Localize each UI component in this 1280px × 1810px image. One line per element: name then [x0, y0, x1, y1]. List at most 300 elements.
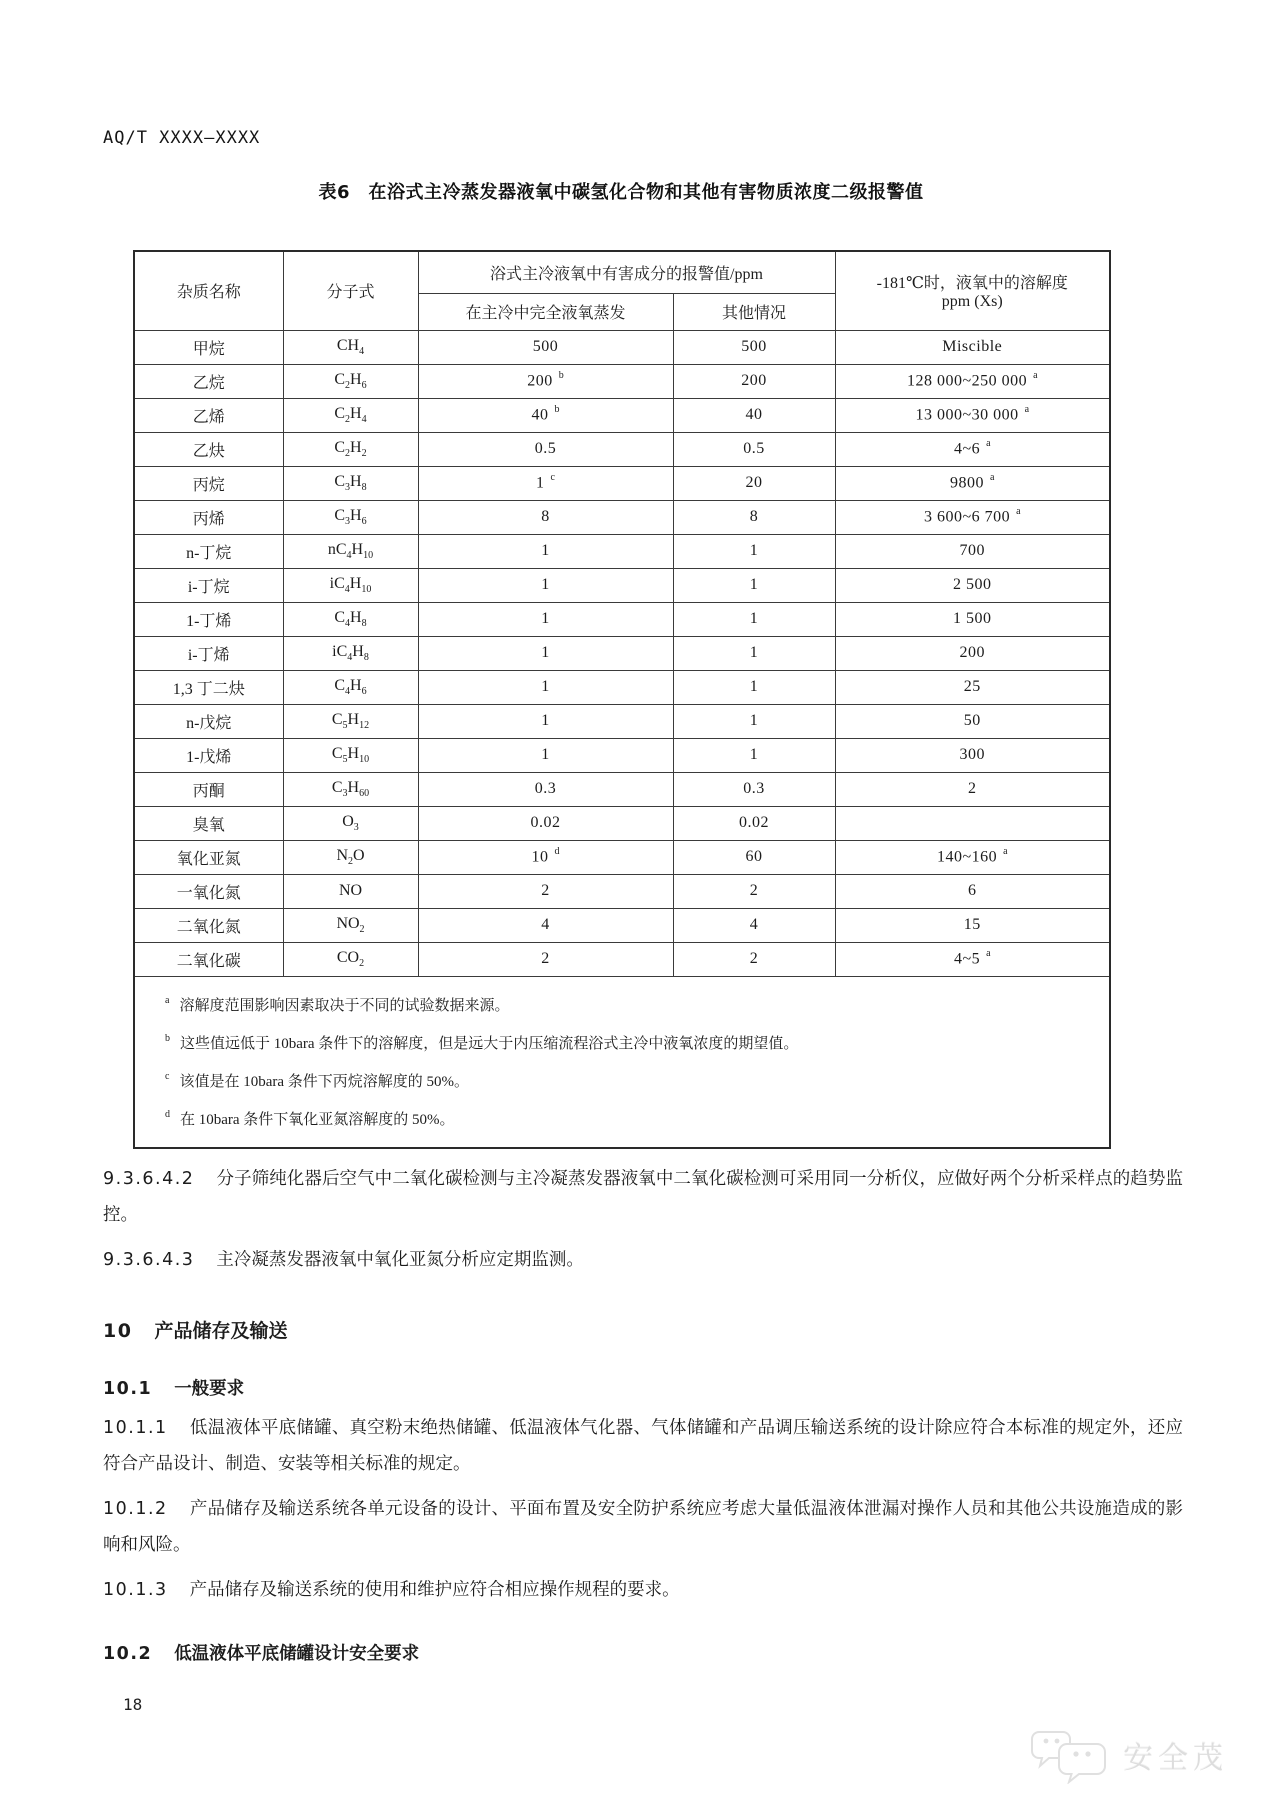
- formula-subscript: 2: [345, 380, 351, 392]
- watermark-text: 安全茂: [1123, 1741, 1228, 1776]
- formula-text: H: [350, 506, 362, 524]
- footnote-marker: a: [1033, 370, 1038, 382]
- formula-subscript: 3: [345, 516, 351, 528]
- col-header-solubility: [835, 251, 1110, 330]
- section-10-1-2: [103, 1491, 1183, 1562]
- alarm-other-value: [673, 432, 835, 466]
- formula-subscript: 10: [361, 584, 372, 596]
- solubility-value: [835, 398, 1110, 432]
- cell-value: 1: [749, 712, 759, 729]
- alarm-other-value: [673, 500, 835, 534]
- doc-code: AQ/T XXXX—XXXX: [103, 128, 261, 148]
- cell-value: 2 500: [953, 576, 992, 593]
- cell-value: 200: [959, 644, 985, 661]
- solubility-value: [835, 908, 1110, 942]
- footnote-text: 该值是在 10bara 条件下丙烷溶解度的 50%。: [179, 1073, 470, 1090]
- alarm-other-value: [673, 704, 835, 738]
- cell-value: 20: [745, 474, 763, 491]
- molecular-formula: [283, 908, 418, 942]
- section-number: 10: [103, 1319, 133, 1342]
- footnote-marker: d: [165, 1108, 170, 1120]
- solubility-value: [835, 704, 1110, 738]
- cell-value: 140~160: [936, 848, 998, 866]
- cell-value: 700: [959, 542, 985, 559]
- cell-value: 300: [959, 746, 985, 763]
- formula-text: CH: [336, 336, 360, 354]
- cell-value: 1: [749, 644, 759, 661]
- formula-subscript: 4: [344, 584, 350, 596]
- formula-text: C: [334, 438, 346, 456]
- alarm-other-value: [673, 772, 835, 806]
- impurity-name: 乙炔: [134, 432, 283, 466]
- molecular-formula: [283, 568, 418, 602]
- alarm-evap-value: [418, 704, 673, 738]
- alarm-other-value: [673, 806, 835, 840]
- alarm-evap-value: [418, 670, 673, 704]
- cell-value: 2: [541, 950, 550, 967]
- section-9-3-6-4-2: [103, 1161, 1183, 1232]
- formula-text: C: [334, 608, 346, 626]
- molecular-formula: [283, 466, 418, 500]
- solubility-header-line2: ppm (Xs): [941, 293, 1003, 311]
- formula-text: nC: [327, 540, 347, 558]
- solubility-value: [835, 840, 1110, 874]
- table-row: [134, 602, 1110, 636]
- table-row: [134, 500, 1110, 534]
- cell-value: 40: [531, 406, 549, 424]
- formula-text: H: [350, 404, 362, 422]
- section-text: 分子筛纯化器后空气中二氧化碳检测与主冷凝蒸发器液氧中二氧化碳检测可采用同一分析仪，应做好两个分析采样点的趋势监控。: [103, 1167, 1183, 1224]
- cell-value: 0.5: [743, 440, 765, 457]
- header-row-1: [134, 251, 1110, 293]
- section-number: 10.1: [103, 1378, 153, 1399]
- alarm-other-value: [673, 840, 835, 874]
- solubility-value: [835, 330, 1110, 364]
- table-row: [134, 806, 1110, 840]
- alarm-evap-value: [418, 772, 673, 806]
- section-text: 低温液体平底储罐、真空粉末绝热储罐、低温液体气化器、气体储罐和产品调压输送系统的设计除应符合本标准的规定外，还应符合产品设计、制造、安装等相关标准的规定。: [103, 1416, 1183, 1473]
- alarm-evap-value: [418, 330, 673, 364]
- cell-value: 1 500: [953, 610, 992, 627]
- alarm-evap-value: [418, 466, 673, 500]
- impurity-name: 1-丁烯: [134, 602, 283, 636]
- formula-text: iC: [332, 642, 348, 660]
- molecular-formula: [283, 500, 418, 534]
- molecular-formula: [283, 602, 418, 636]
- impurity-name: 乙烷: [134, 364, 283, 398]
- formula-text: H: [350, 608, 362, 626]
- cell-value: 1: [749, 542, 759, 559]
- cell-value: 200: [741, 372, 767, 389]
- molecular-formula: [283, 636, 418, 670]
- formula-subscript: 2: [348, 856, 353, 868]
- section-10-1-1: [103, 1410, 1183, 1481]
- formula-subscript: 12: [359, 720, 370, 732]
- formula-text: C: [331, 710, 343, 728]
- formula-text: H: [347, 744, 360, 762]
- solubility-value: [835, 364, 1110, 398]
- formula-subscript: 6: [361, 380, 367, 392]
- section-number: 9.3.6.4.3: [103, 1249, 195, 1270]
- section-text: 低温液体平底储罐设计安全要求: [174, 1643, 420, 1664]
- alarm-evap-value: [418, 398, 673, 432]
- alarm-evap-value: [418, 534, 673, 568]
- formula-subscript: 4: [347, 652, 353, 664]
- col-header-other: 其他情况: [673, 293, 835, 330]
- formula-subscript: 2: [361, 448, 367, 460]
- impurity-name: 甲烷: [134, 330, 283, 364]
- cell-value: 1: [541, 712, 550, 729]
- impurity-name: i-丁烷: [134, 568, 283, 602]
- alarm-evap-value: [418, 500, 673, 534]
- alarm-evap-value: [418, 942, 673, 976]
- alarm-evap-value: [418, 738, 673, 772]
- table-row: [134, 568, 1110, 602]
- cell-value: 4: [541, 916, 550, 933]
- formula-subscript: 2: [359, 958, 365, 970]
- cell-value: 128 000~250 000: [906, 372, 1028, 390]
- footnote-text: 这些值远低于 10bara 条件下的溶解度，但是远大于内压缩流程浴式主冷中液氧浓度的期望值。: [180, 1035, 799, 1052]
- formula-subscript: 8: [363, 652, 369, 664]
- formula-subscript: 4: [346, 550, 352, 562]
- table-row: [134, 466, 1110, 500]
- footnote-marker: a: [1016, 506, 1021, 518]
- page-number: 18: [123, 1694, 143, 1714]
- table-footnote: [135, 1061, 1099, 1099]
- formula-subscript: 4: [345, 686, 351, 698]
- section-9-3-6-4-3: [103, 1242, 1183, 1278]
- cell-value: 0.5: [534, 440, 557, 457]
- formula-subscript: 3: [345, 482, 351, 494]
- formula-text: N: [336, 846, 348, 864]
- alarm-other-value: [673, 568, 835, 602]
- section-text: 产品储存及输送系统各单元设备的设计、平面布置及安全防护系统应考虑大量低温液体泄漏对操作人员和其他公共设施造成的影响和风险。: [103, 1497, 1183, 1554]
- watermark: [1029, 1726, 1228, 1784]
- section-number: 10.1.2: [103, 1498, 168, 1519]
- molecular-formula: [283, 330, 418, 364]
- cell-value: 1: [541, 610, 550, 627]
- alarm-evap-value: [418, 364, 673, 398]
- alarm-values-table: [133, 250, 1111, 1149]
- cell-value: 8: [541, 508, 550, 525]
- impurity-name: i-丁烯: [134, 636, 283, 670]
- table-title: 表6 在浴式主冷蒸发器液氧中碳氢化合物和其他有害物质浓度二级报警值: [318, 182, 924, 203]
- table-row: [134, 636, 1110, 670]
- cell-value: 4: [749, 916, 759, 933]
- formula-subscript: 3: [342, 788, 348, 800]
- alarm-other-value: [673, 942, 835, 976]
- section-number: 10.1.3: [103, 1579, 168, 1600]
- solubility-value: [835, 602, 1110, 636]
- section-10-1: [103, 1375, 1183, 1400]
- sections: [103, 1161, 1183, 1665]
- impurity-name: 臭氧: [134, 806, 283, 840]
- formula-subscript: 5: [342, 720, 348, 732]
- formula-text: H: [352, 642, 364, 660]
- molecular-formula: [283, 738, 418, 772]
- alarm-other-value: [673, 534, 835, 568]
- cell-value: 1: [749, 746, 759, 763]
- footnote-marker: a: [986, 438, 991, 450]
- solubility-value: [835, 534, 1110, 568]
- cell-value: 40: [745, 406, 763, 423]
- impurity-name: n-戊烷: [134, 704, 283, 738]
- table-row: [134, 432, 1110, 466]
- formula-text: H: [350, 472, 362, 490]
- cell-value: 25: [963, 678, 981, 695]
- alarm-other-value: [673, 602, 835, 636]
- section-number: 10.2: [103, 1643, 153, 1664]
- cell-value: 50: [963, 712, 981, 729]
- cell-value: 0.3: [534, 780, 557, 797]
- formula-text: H: [350, 438, 362, 456]
- table-row: [134, 908, 1110, 942]
- section-text: 主冷凝蒸发器液氧中氧化亚氮分析应定期监测。: [216, 1248, 584, 1269]
- impurity-name: 二氧化氮: [134, 908, 283, 942]
- cell-value: 2: [541, 882, 550, 899]
- cell-value: 500: [532, 338, 559, 355]
- molecular-formula: [283, 874, 418, 908]
- col-header-evap: 在主冷中完全液氧蒸发: [418, 293, 673, 330]
- footnote-marker: c: [550, 472, 555, 484]
- impurity-name: 二氧化碳: [134, 942, 283, 976]
- footnote-marker: b: [165, 1032, 170, 1044]
- impurity-name: 1-戊烯: [134, 738, 283, 772]
- formula-subscript: 5: [342, 754, 348, 766]
- formula-text: O: [353, 846, 365, 864]
- footnote-marker: b: [558, 370, 564, 382]
- footnote-marker: d: [554, 846, 560, 858]
- table-row: [134, 874, 1110, 908]
- cell-value: 1: [541, 746, 550, 763]
- formula-subscript: 2: [345, 448, 351, 460]
- cell-value: 4~6: [953, 440, 981, 458]
- footnote-marker: a: [165, 994, 170, 1006]
- section-10-2: [103, 1640, 1183, 1665]
- formula-text: H: [347, 710, 360, 728]
- alarm-other-value: [673, 670, 835, 704]
- footnote-marker: a: [1003, 846, 1008, 858]
- formula-text: C: [334, 404, 346, 422]
- table-footnote: [135, 1099, 1099, 1137]
- molecular-formula: [283, 704, 418, 738]
- formula-subscript: 2: [359, 924, 365, 936]
- footnote-marker: a: [990, 472, 995, 484]
- cell-value: 8: [749, 508, 759, 525]
- formula-text: C: [331, 778, 343, 796]
- cell-value: 0.02: [530, 814, 561, 831]
- impurity-name: 氧化亚氮: [134, 840, 283, 874]
- solubility-value: [835, 942, 1110, 976]
- alarm-evap-value: [418, 840, 673, 874]
- alarm-other-value: [673, 466, 835, 500]
- cell-value: 2: [968, 780, 977, 797]
- impurity-name: 丙烯: [134, 500, 283, 534]
- footnote-text: 在 10bara 条件下氧化亚氮溶解度的 50%。: [180, 1111, 455, 1128]
- cell-value: 2: [749, 882, 759, 899]
- cell-value: 1: [536, 474, 545, 492]
- formula-text: H: [350, 370, 362, 388]
- formula-text: C: [334, 472, 346, 490]
- col-header-formula: 分子式: [283, 251, 418, 330]
- wechat-icon: [1029, 1726, 1113, 1784]
- footnotes-row: [134, 976, 1110, 1148]
- solubility-value: [835, 670, 1110, 704]
- table-row: [134, 772, 1110, 806]
- footnotes: [134, 976, 1110, 1148]
- formula-subscript: 10: [363, 550, 374, 562]
- cell-value: 0.3: [743, 780, 765, 797]
- table-row: [134, 534, 1110, 568]
- formula-subscript: 6: [361, 516, 367, 528]
- cell-value: 1: [541, 542, 550, 559]
- solubility-value: [835, 500, 1110, 534]
- footnote-text: 溶解度范围影响因素取决于不同的试验数据来源。: [179, 997, 510, 1014]
- alarm-other-value: [673, 636, 835, 670]
- impurity-name: 丙烷: [134, 466, 283, 500]
- formula-text: H: [347, 778, 360, 796]
- cell-value: 1: [749, 678, 759, 695]
- alarm-evap-value: [418, 636, 673, 670]
- table-footnote: [135, 1023, 1099, 1061]
- molecular-formula: [283, 534, 418, 568]
- section-text: 一般要求: [174, 1378, 245, 1399]
- solubility-value: [835, 806, 1110, 840]
- alarm-other-value: [673, 738, 835, 772]
- footnote-marker: a: [1024, 404, 1030, 416]
- formula-text: C: [334, 506, 346, 524]
- solubility-value: [835, 738, 1110, 772]
- formula-subscript: 60: [359, 788, 370, 800]
- table-row: [134, 364, 1110, 398]
- cell-value: 3 600~6 700: [923, 508, 1011, 526]
- cell-value: 1: [749, 610, 759, 627]
- section-10: [103, 1316, 1183, 1343]
- cell-value: 13 000~30 000: [915, 406, 1019, 424]
- formula-text: NO: [338, 882, 363, 899]
- formula-subscript: 6: [361, 686, 367, 698]
- cell-value: Miscible: [942, 338, 1003, 355]
- section-text: 产品储存及输送系统的使用和维护应符合相应操作规程的要求。: [189, 1578, 680, 1599]
- molecular-formula: [283, 806, 418, 840]
- molecular-formula: [283, 772, 418, 806]
- table-block: [133, 178, 1109, 1149]
- formula-subscript: 4: [361, 414, 367, 426]
- formula-text: C: [334, 676, 346, 694]
- formula-text: H: [351, 540, 364, 558]
- formula-subscript: 2: [345, 414, 351, 426]
- formula-text: C: [331, 744, 343, 762]
- alarm-evap-value: [418, 908, 673, 942]
- table-footnote: [135, 985, 1099, 1023]
- alarm-evap-value: [418, 874, 673, 908]
- alarm-evap-value: [418, 568, 673, 602]
- table-row: [134, 670, 1110, 704]
- cell-value: 9800: [950, 474, 985, 492]
- cell-value: 10: [531, 848, 549, 866]
- formula-subscript: 4: [345, 618, 351, 630]
- section-text: 产品储存及输送: [154, 1319, 288, 1342]
- molecular-formula: [283, 432, 418, 466]
- cell-value: 200: [527, 372, 553, 390]
- impurity-name: 乙烯: [134, 398, 283, 432]
- impurity-name: 丙酮: [134, 772, 283, 806]
- formula-subscript: 3: [353, 822, 359, 834]
- formula-text: O: [342, 812, 354, 830]
- solubility-value: [835, 432, 1110, 466]
- section-number: 9.3.6.4.2: [103, 1168, 195, 1189]
- molecular-formula: [283, 942, 418, 976]
- table-row: [134, 840, 1110, 874]
- formula-text: H: [350, 676, 362, 694]
- table-row: [134, 398, 1110, 432]
- alarm-other-value: [673, 874, 835, 908]
- formula-text: H: [349, 574, 362, 592]
- cell-value: 1: [749, 576, 759, 593]
- cell-value: 1: [541, 644, 550, 661]
- formula-text: C: [334, 370, 346, 388]
- cell-value: 1: [541, 576, 550, 593]
- formula-subscript: 8: [361, 482, 367, 494]
- footnote-marker: c: [165, 1070, 170, 1082]
- section-number: 10.1.1: [103, 1417, 168, 1438]
- formula-text: NO: [336, 914, 360, 932]
- alarm-other-value: [673, 330, 835, 364]
- impurity-name: 1,3 丁二炔: [134, 670, 283, 704]
- formula-text: CO: [336, 948, 360, 966]
- alarm-other-value: [673, 364, 835, 398]
- cell-value: 6: [968, 882, 977, 899]
- solubility-value: [835, 772, 1110, 806]
- alarm-other-value: [673, 908, 835, 942]
- alarm-evap-value: [418, 806, 673, 840]
- section-10-1-3: [103, 1572, 1183, 1608]
- formula-subscript: 10: [359, 754, 370, 766]
- formula-subscript: 4: [359, 346, 365, 358]
- molecular-formula: [283, 364, 418, 398]
- solubility-value: [835, 874, 1110, 908]
- cell-value: 15: [963, 916, 981, 933]
- alarm-evap-value: [418, 432, 673, 466]
- footnote-marker: a: [986, 948, 991, 960]
- table-row: [134, 704, 1110, 738]
- solubility-value: [835, 636, 1110, 670]
- solubility-value: [835, 568, 1110, 602]
- formula-subscript: 8: [361, 618, 367, 630]
- alarm-other-value: [673, 398, 835, 432]
- col-header-alarm-group: 浴式主冷液氧中有害成分的报警值/ppm: [418, 251, 835, 293]
- formula-text: iC: [329, 574, 345, 592]
- col-header-impurity: 杂质名称: [134, 251, 283, 330]
- alarm-evap-value: [418, 602, 673, 636]
- cell-value: 2: [749, 950, 759, 967]
- impurity-name: n-丁烷: [134, 534, 283, 568]
- molecular-formula: [283, 670, 418, 704]
- molecular-formula: [283, 840, 418, 874]
- table-row: [134, 942, 1110, 976]
- cell-value: 1: [541, 678, 550, 695]
- table-row: [134, 738, 1110, 772]
- solubility-header-line1: -181℃时，液氧中的溶解度: [876, 275, 1068, 293]
- cell-value: 4~5: [953, 950, 981, 968]
- table-row: [134, 330, 1110, 364]
- cell-value: 500: [741, 338, 767, 355]
- impurity-name: 一氧化氮: [134, 874, 283, 908]
- footnote-marker: b: [554, 404, 560, 416]
- solubility-value: [835, 466, 1110, 500]
- cell-value: 60: [745, 848, 763, 865]
- cell-value: 0.02: [739, 814, 769, 831]
